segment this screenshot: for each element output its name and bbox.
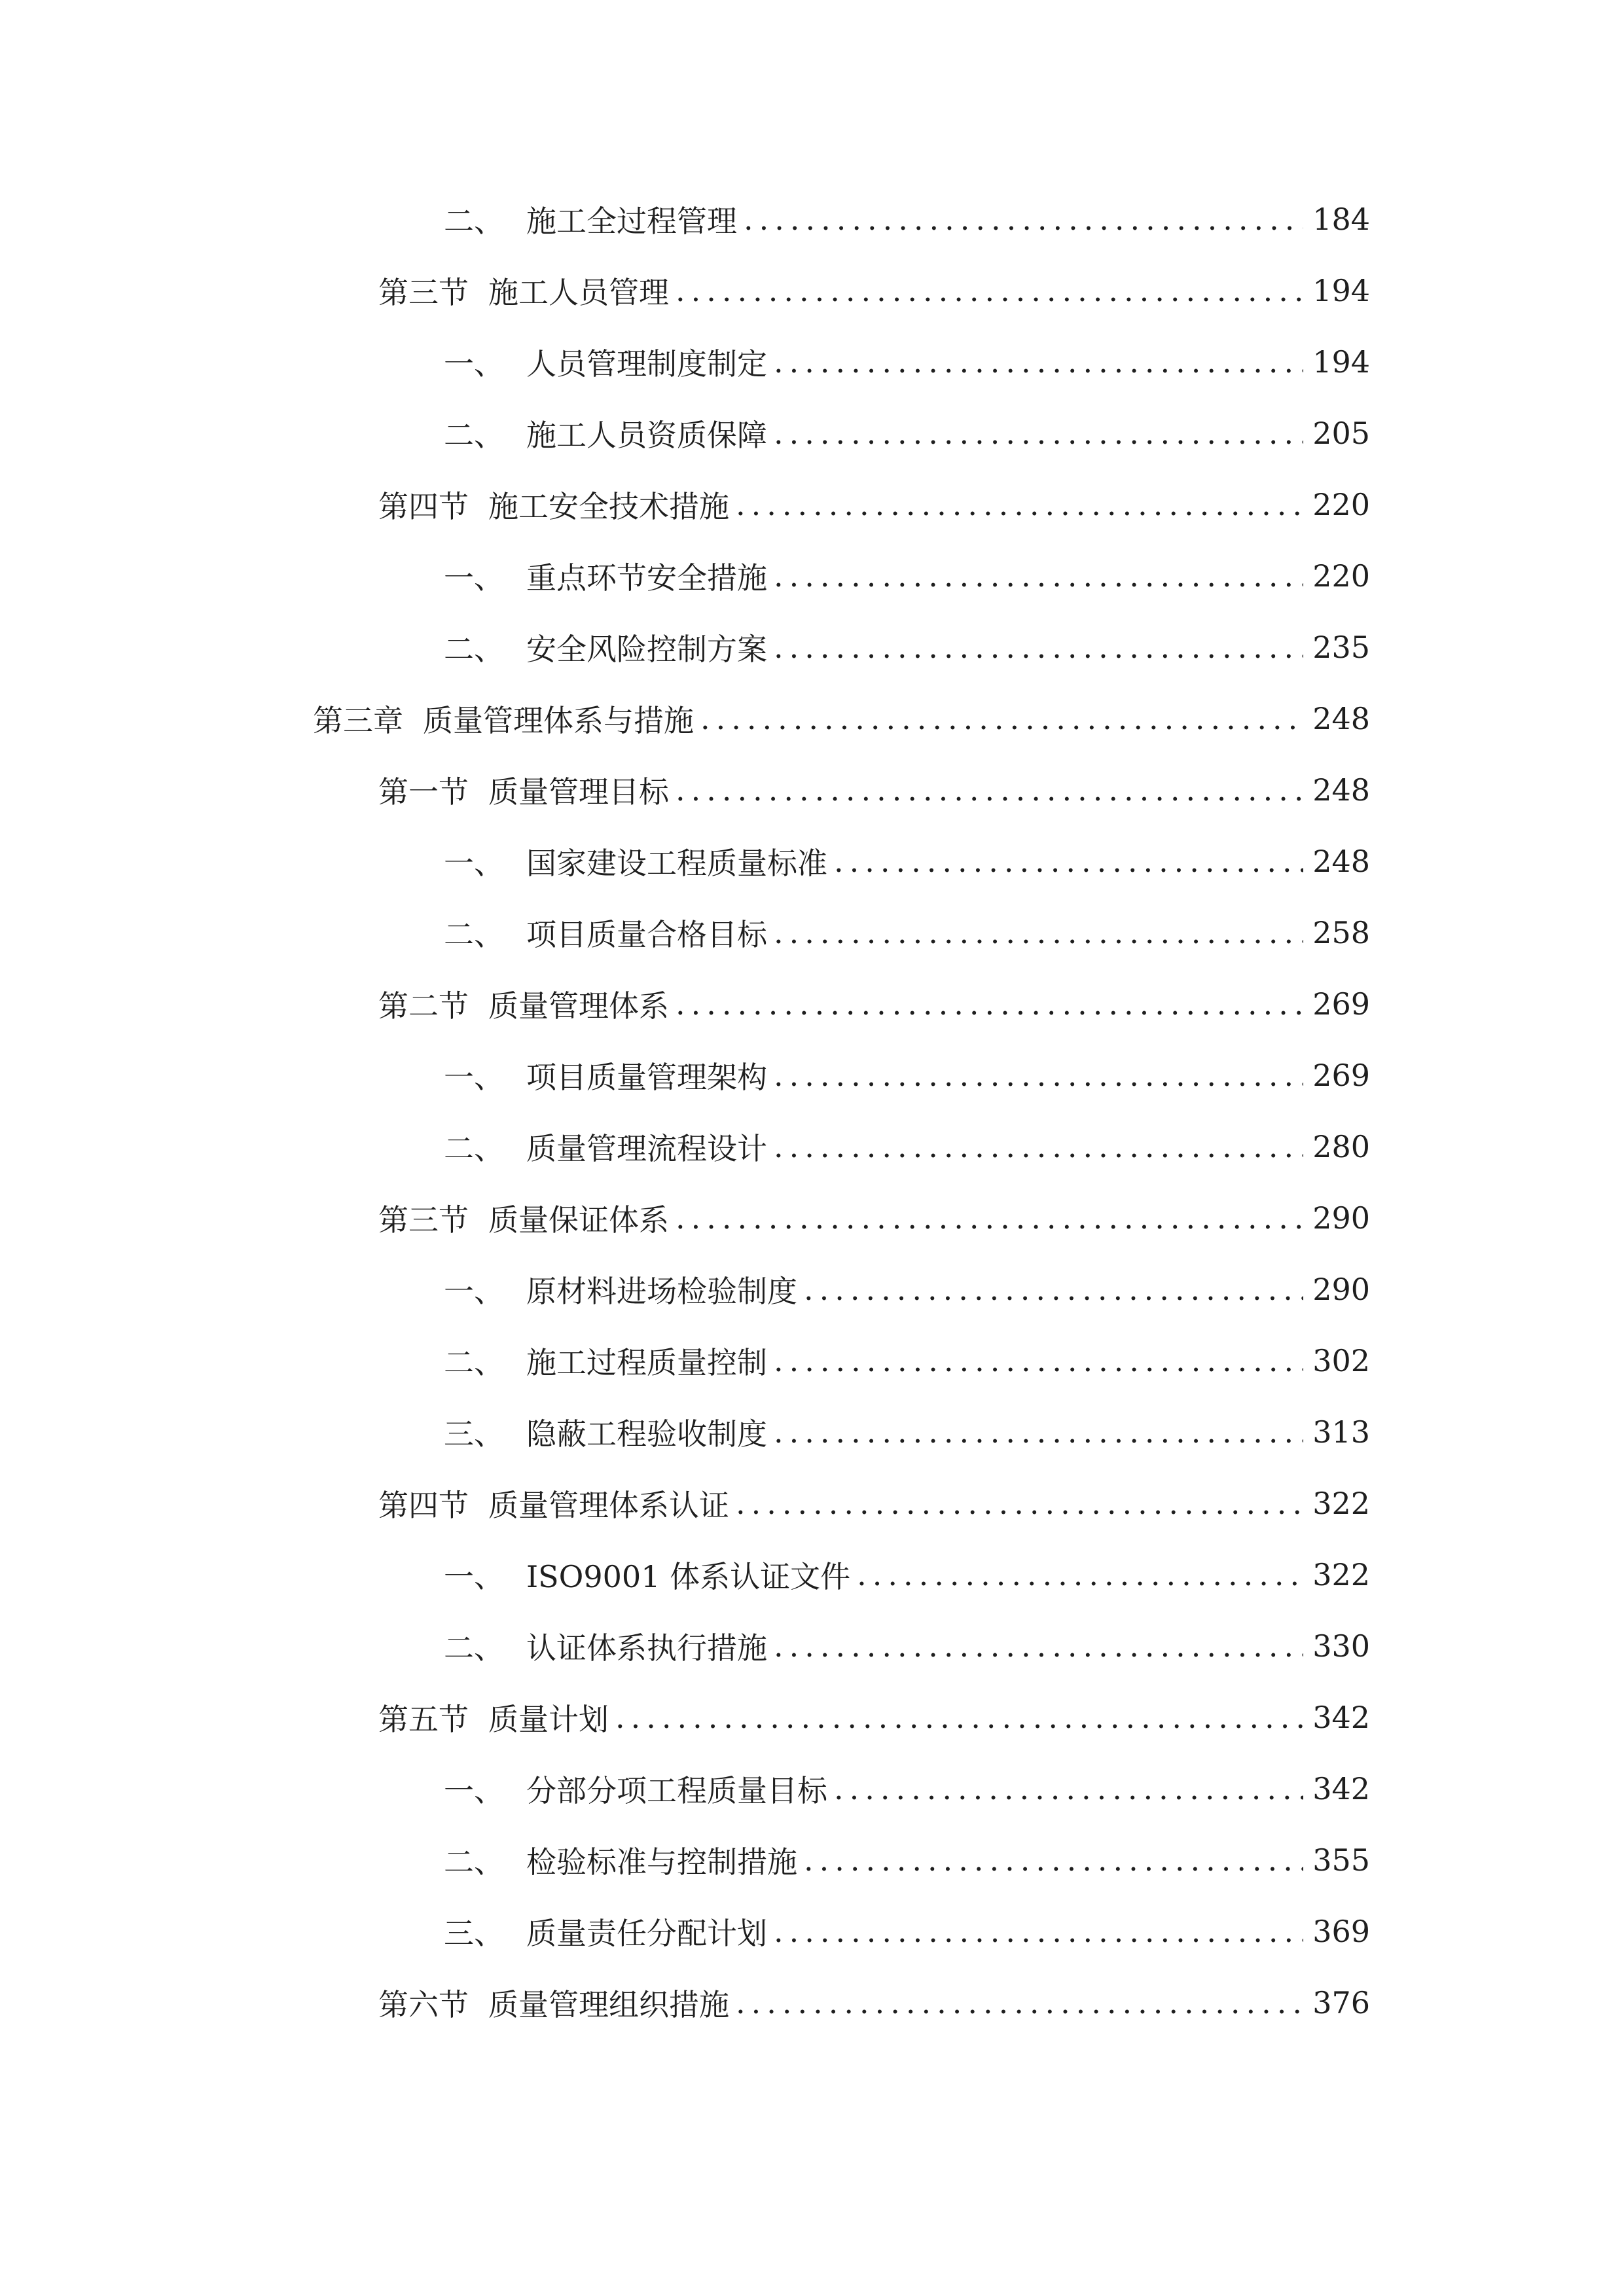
toc-entry-page: 290	[1312, 1272, 1370, 1307]
toc-entry-title: 分部分项工程质量目标	[526, 1773, 827, 1808]
dot-leader	[676, 1203, 1303, 1233]
toc-entry-page: 269	[1312, 1058, 1370, 1093]
toc-entry-title: 施工全过程管理	[526, 204, 737, 239]
toc-entry-title: 国家建设工程质量标准	[526, 846, 827, 881]
toc-entry-number: 第四节	[378, 489, 469, 524]
dot-leader	[774, 1132, 1303, 1162]
toc-entry-page: 280	[1312, 1129, 1370, 1164]
toc-entry-number: 第五节	[378, 1702, 469, 1737]
toc-entry[interactable]	[444, 1766, 1370, 1812]
toc-entry-number: 一、	[444, 346, 504, 382]
toc-entry[interactable]	[378, 268, 1370, 314]
toc-entry-title: ISO9001 体系认证文件	[526, 1559, 851, 1594]
dot-leader	[774, 561, 1303, 591]
toc-entry-title: 施工安全技术措施	[488, 489, 729, 524]
toc-entry-number: 一、	[444, 846, 504, 881]
toc-entry-title: 施工人员资质保障	[526, 418, 767, 453]
dot-leader	[744, 204, 1303, 234]
toc-entry-title: 质量管理流程设计	[526, 1131, 767, 1166]
dot-leader	[774, 1916, 1303, 1946]
dot-leader	[857, 1560, 1303, 1590]
toc-entry[interactable]	[444, 1266, 1370, 1312]
toc-entry[interactable]	[444, 1052, 1370, 1098]
dot-leader	[676, 775, 1303, 805]
dot-leader	[700, 704, 1303, 734]
toc-entry[interactable]	[313, 696, 1370, 742]
toc-entry[interactable]	[378, 1480, 1370, 1526]
toc-entry-page: 342	[1312, 1700, 1370, 1735]
toc-entry-number: 三、	[444, 1416, 504, 1452]
toc-entry-page: 302	[1312, 1343, 1370, 1378]
toc-entry-title: 认证体系执行措施	[526, 1630, 767, 1666]
toc-entry-title: 质量计划	[488, 1702, 609, 1737]
toc-entry-title: 人员管理制度制定	[526, 346, 767, 382]
toc-entry-title: 施工人员管理	[488, 275, 669, 310]
toc-entry-number: 第三章	[313, 703, 403, 738]
toc-entry-page: 248	[1312, 701, 1370, 736]
toc-entry-page: 184	[1312, 202, 1370, 237]
dot-leader	[736, 490, 1303, 520]
toc-entry-title: 安全风险控制方案	[526, 632, 767, 667]
toc-entry-title: 质量管理体系	[488, 988, 669, 1024]
toc-entry-title: 隐蔽工程验收制度	[526, 1416, 767, 1452]
dot-leader	[774, 1631, 1303, 1661]
toc-entry-title: 质量管理体系认证	[488, 1488, 729, 1523]
toc-entry-number: 二、	[444, 917, 504, 952]
dot-leader	[834, 846, 1303, 876]
toc-entry-title: 项目质量合格目标	[526, 917, 767, 952]
toc-entry-page: 194	[1312, 344, 1370, 380]
toc-entry-number: 二、	[444, 632, 504, 667]
toc-entry-number: 第三节	[378, 1202, 469, 1238]
toc-entry-number: 一、	[444, 1060, 504, 1095]
dot-leader	[774, 632, 1303, 662]
toc-entry-page: 220	[1312, 487, 1370, 522]
toc-entry[interactable]	[444, 196, 1370, 242]
toc-entry-number: 一、	[444, 1773, 504, 1808]
toc-entry[interactable]	[378, 1695, 1370, 1740]
toc-entry-page: 194	[1312, 273, 1370, 308]
toc-entry-number: 一、	[444, 1274, 504, 1309]
toc-entry-title: 质量管理体系与措施	[423, 703, 694, 738]
dot-leader	[676, 989, 1303, 1019]
toc-entry[interactable]	[444, 838, 1370, 884]
toc-entry[interactable]	[378, 767, 1370, 813]
toc-entry-page: 322	[1312, 1486, 1370, 1521]
toc-entry-page: 258	[1312, 915, 1370, 950]
toc-entry-title: 项目质量管理架构	[526, 1060, 767, 1095]
toc-entry[interactable]	[444, 553, 1370, 599]
toc-entry[interactable]	[444, 910, 1370, 956]
toc-entry-page: 342	[1312, 1771, 1370, 1806]
dot-leader	[736, 1988, 1303, 2018]
toc-entry-number: 二、	[444, 1345, 504, 1380]
toc-entry-page: 355	[1312, 1842, 1370, 1878]
toc-entry-number: 二、	[444, 204, 504, 239]
toc-entry[interactable]	[444, 1909, 1370, 1954]
toc-entry-title: 施工过程质量控制	[526, 1345, 767, 1380]
dot-leader	[774, 918, 1303, 948]
toc-entry-title: 原材料进场检验制度	[526, 1274, 797, 1309]
toc-entry[interactable]	[444, 624, 1370, 670]
toc-entry-page: 290	[1312, 1200, 1370, 1236]
toc-entry-number: 第六节	[378, 1987, 469, 2022]
toc-entry-title: 质量管理目标	[488, 774, 669, 810]
toc-entry-number: 二、	[444, 1844, 504, 1880]
dot-leader	[804, 1845, 1303, 1875]
toc-entry-title: 重点环节安全措施	[526, 560, 767, 596]
toc-entry-page: 248	[1312, 844, 1370, 879]
toc-entry-number: 一、	[444, 1559, 504, 1594]
dot-leader	[774, 1417, 1303, 1447]
toc-entry-number: 二、	[444, 418, 504, 453]
toc-entry-number: 第二节	[378, 988, 469, 1024]
dot-leader	[774, 1060, 1303, 1090]
toc-entry-page: 205	[1312, 416, 1370, 451]
toc-entry-page: 322	[1312, 1557, 1370, 1592]
dot-leader	[804, 1274, 1303, 1304]
toc-entry[interactable]	[444, 1409, 1370, 1455]
toc-entry[interactable]	[378, 1195, 1370, 1241]
toc-entry[interactable]	[378, 981, 1370, 1027]
toc-entry[interactable]	[444, 1837, 1370, 1883]
toc-entry-title: 检验标准与控制措施	[526, 1844, 797, 1880]
toc-entry[interactable]	[378, 482, 1370, 528]
toc-entry-number: 二、	[444, 1131, 504, 1166]
toc-entry-number: 第一节	[378, 774, 469, 810]
toc-entry[interactable]	[378, 1980, 1370, 2026]
dot-leader	[615, 1702, 1303, 1732]
dot-leader	[834, 1774, 1303, 1804]
toc-entry-number: 第三节	[378, 275, 469, 310]
toc-entry[interactable]	[444, 339, 1370, 385]
dot-leader	[774, 347, 1303, 377]
toc-entry-page: 269	[1312, 986, 1370, 1022]
toc-entry-title: 质量责任分配计划	[526, 1916, 767, 1951]
toc-entry[interactable]	[444, 1552, 1370, 1598]
toc-entry-page: 330	[1312, 1628, 1370, 1664]
toc-entry-page: 248	[1312, 772, 1370, 808]
toc-entry-number: 三、	[444, 1916, 504, 1951]
dot-leader	[676, 276, 1303, 306]
dot-leader	[774, 1346, 1303, 1376]
toc-entry[interactable]	[444, 410, 1370, 456]
dot-leader	[736, 1488, 1303, 1518]
toc-entry[interactable]	[444, 1124, 1370, 1170]
toc-entry-page: 369	[1312, 1914, 1370, 1949]
toc-entry-number: 第四节	[378, 1488, 469, 1523]
toc-entry[interactable]	[444, 1338, 1370, 1384]
toc-entry-title: 质量保证体系	[488, 1202, 669, 1238]
toc-entry-page: 220	[1312, 558, 1370, 594]
toc-entry-page: 313	[1312, 1414, 1370, 1450]
dot-leader	[774, 418, 1303, 448]
toc-entry[interactable]	[444, 1623, 1370, 1669]
toc-entry-page: 376	[1312, 1985, 1370, 2020]
toc-entry-number: 二、	[444, 1630, 504, 1666]
toc-entry-number: 一、	[444, 560, 504, 596]
toc-entry-title: 质量管理组织措施	[488, 1987, 729, 2022]
toc-entry-page: 235	[1312, 630, 1370, 665]
